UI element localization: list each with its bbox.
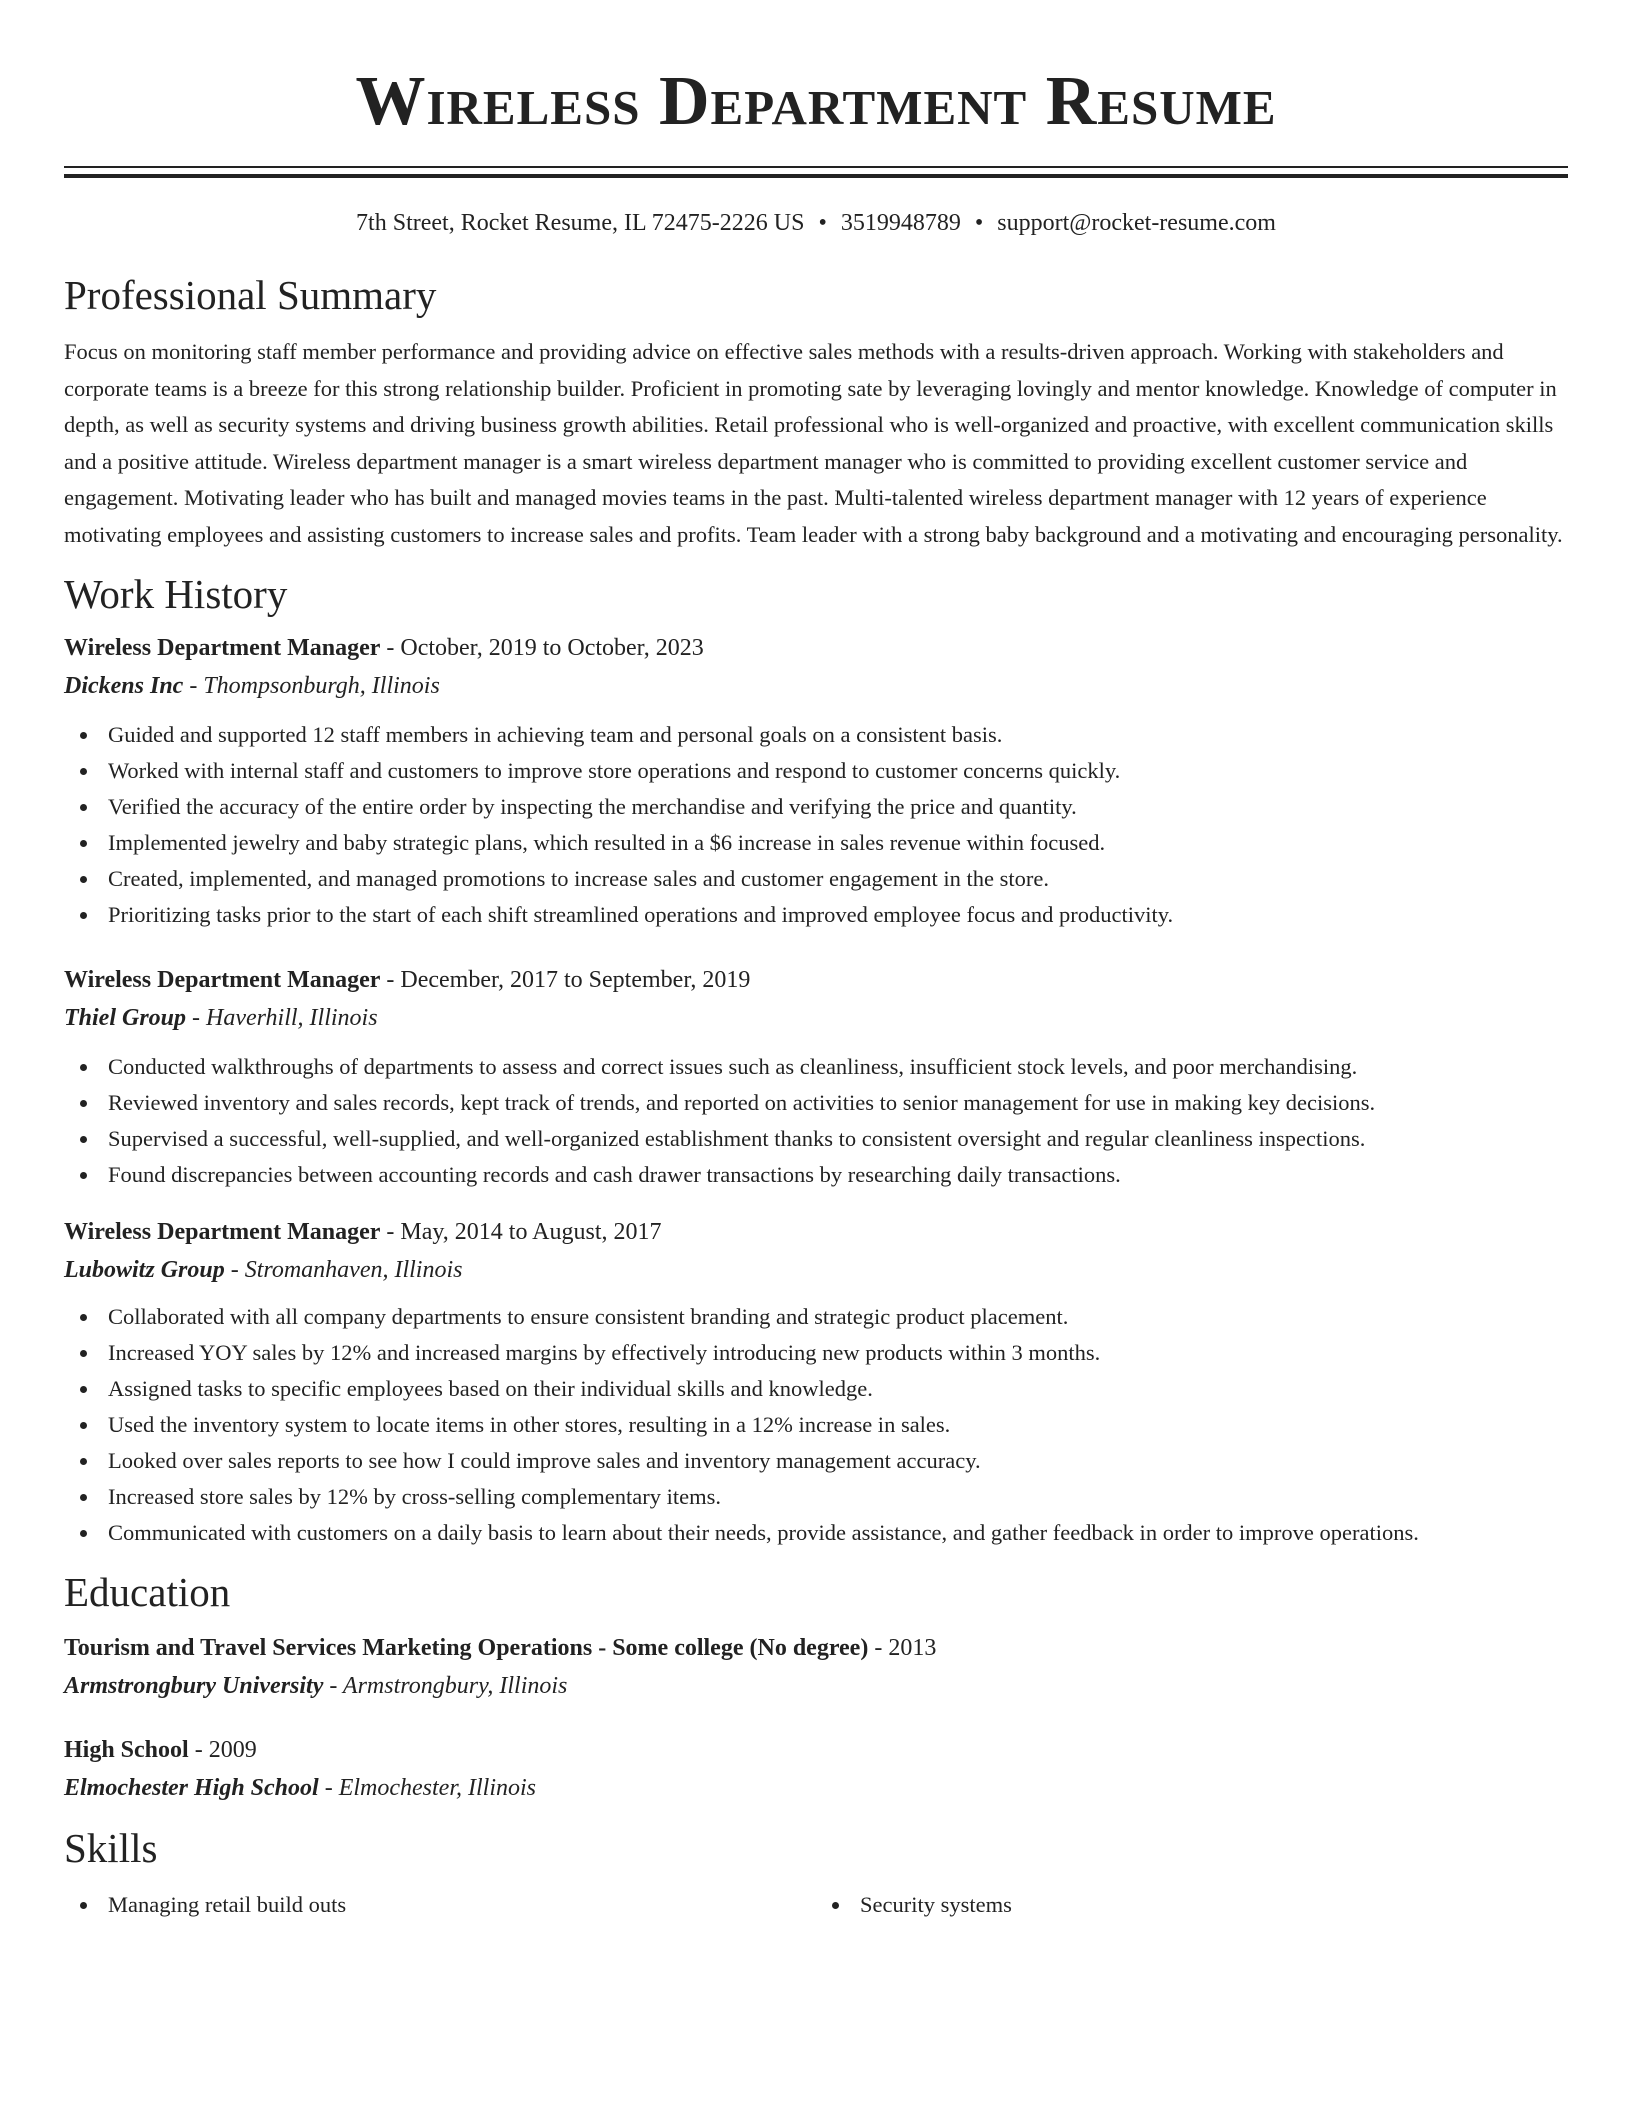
school-line [64,1671,1568,1701]
list-item: Assigned tasks to specific employees based on their individual skills and knowledge. [64,1371,1568,1407]
resume-title: Wireless Department Resume [355,63,1277,140]
education-heading: Education [64,1569,231,1615]
skill-item: Managing retail build outs [64,1887,816,1923]
contact-line [64,208,1568,238]
school-location: - Armstrongbury, Illinois [323,1673,568,1699]
list-item: Found discrepancies between accounting records and cash drawer transactions by researching daily transactions. [64,1157,1568,1193]
list-item: Conducted walkthroughs of departments to assess and correct issues such as cleanliness, insufficient stock levels, and poor merchandising. [64,1049,1568,1085]
list-item: Communicated with customers on a daily basis to learn about their needs, provide assistance, and gather feedback in order to improve operations. [64,1515,1568,1551]
company-line [64,1255,1568,1285]
job-title-line [64,633,1568,663]
job-entry [64,965,1568,1193]
job-title-line [64,965,1568,995]
title-rule-bottom [64,174,1568,178]
list-item: Looked over sales reports to see how I could improve sales and inventory management accuracy. [64,1443,1568,1479]
list-item: Increased YOY sales by 12% and increased margins by effectively introducing new products within 3 months. [64,1335,1568,1371]
degree-line [64,1735,1568,1765]
list-item: Reviewed inventory and sales records, kept track of trends, and reported on activities to senior management for use in making key decisions. [64,1085,1568,1121]
summary-heading: Professional Summary [64,272,437,318]
job-bullets [64,1299,1568,1551]
phone: 3519948789 [840,210,961,236]
job-dates: - October, 2019 to October, 2023 [380,635,704,661]
separator-dot: • [818,210,827,236]
company-location: - Haverhill, Illinois [186,1005,378,1031]
job-title: Wireless Department Manager [64,1219,381,1245]
list-item: Collaborated with all company departments to ensure consistent branding and strategic product placement. [64,1299,1568,1335]
email: support@rocket-resume.com [997,210,1276,236]
skills-right-column [816,1887,1568,1923]
job-dates: - May, 2014 to August, 2017 [380,1219,662,1245]
list-item: Used the inventory system to locate items in other stores, resulting in a 12% increase in sales. [64,1407,1568,1443]
degree: Tourism and Travel Services Marketing Operations - Some college (No degree) [64,1635,869,1661]
graduation-year: - 2013 [868,1635,937,1661]
company-line [64,1003,1568,1033]
list-item: Created, implemented, and managed promotions to increase sales and customer engagement in the store. [64,861,1568,897]
company-line [64,671,1568,701]
company-location: - Stromanhaven, Illinois [224,1257,463,1283]
list-item: Supervised a successful, well-supplied, and well-organized establishment thanks to consistent oversight and regular cleanliness inspections. [64,1121,1568,1157]
education-entry [64,1735,1568,1803]
company-name: Lubowitz Group [64,1257,225,1283]
list-item: Verified the accuracy of the entire order by inspecting the merchandise and verifying the price and quantity. [64,789,1568,825]
summary-text: Focus on monitoring staff member performance and providing advice on effective sales methods with a results-driven approach. Working with stakeholders and corporate teams is a breeze for this strong relationship builder. Proficient in promoting sate by leveraging lovingly and mentor knowledge. Knowledge of computer in depth, as well as security systems and driving business growth abilities. Retail professional who is well-organized and proactive, with excellent communication skills and a positive attitude. Wireless department manager is a smart wireless department manager who is committed to providing excellent customer service and engagement. Motivating leader who has built and managed movies teams in the past. Multi-talented wireless department manager with 12 years of experience motivating employees and assisting customers to increase sales and profits. Team leader with a strong baby background and a motivating and encouraging personality. [64,339,1563,547]
address: 7th Street, Rocket Resume, IL 72475-2226 US [356,210,805,236]
school-name: Elmochester High School [64,1775,319,1801]
list-item: Prioritizing tasks prior to the start of each shift streamlined operations and improved employee focus and productivity. [64,897,1568,933]
separator-dot: • [974,210,984,236]
list-item: Implemented jewelry and baby strategic plans, which resulted in a $6 increase in sales revenue within focused. [64,825,1568,861]
skill-item: Security systems [816,1887,1568,1923]
job-dates: - December, 2017 to September, 2019 [380,967,751,993]
school-name: Armstrongbury University [64,1673,324,1699]
school-line [64,1773,1568,1803]
list-item: Increased store sales by 12% by cross-selling complementary items. [64,1479,1568,1515]
work-history-heading: Work History [64,571,288,617]
job-bullets [64,1049,1568,1193]
company-name: Dickens Inc [64,673,184,699]
job-bullets [64,717,1568,933]
job-entry [64,1217,1568,1551]
job-entry [64,633,1568,933]
company-name: Thiel Group [64,1005,187,1031]
education-entry [64,1633,1568,1701]
company-location: - Thompsonburgh, Illinois [183,673,440,699]
skills-heading: Skills [64,1825,158,1871]
skills-left-column [64,1887,816,1923]
school-location: - Elmochester, Illinois [318,1775,537,1801]
list-item: Worked with internal staff and customers to improve store operations and respond to customer concerns quickly. [64,753,1568,789]
job-title: Wireless Department Manager [64,635,381,661]
degree-line [64,1633,1568,1663]
resume-page [64,0,1568,1923]
skills-grid [64,1887,1568,1923]
job-title-line [64,1217,1568,1247]
list-item: Guided and supported 12 staff members in achieving team and personal goals on a consistent basis. [64,717,1568,753]
job-title: Wireless Department Manager [64,967,381,993]
degree: High School [64,1737,189,1763]
title-rule-top [64,166,1568,168]
graduation-year: - 2009 [188,1737,257,1763]
